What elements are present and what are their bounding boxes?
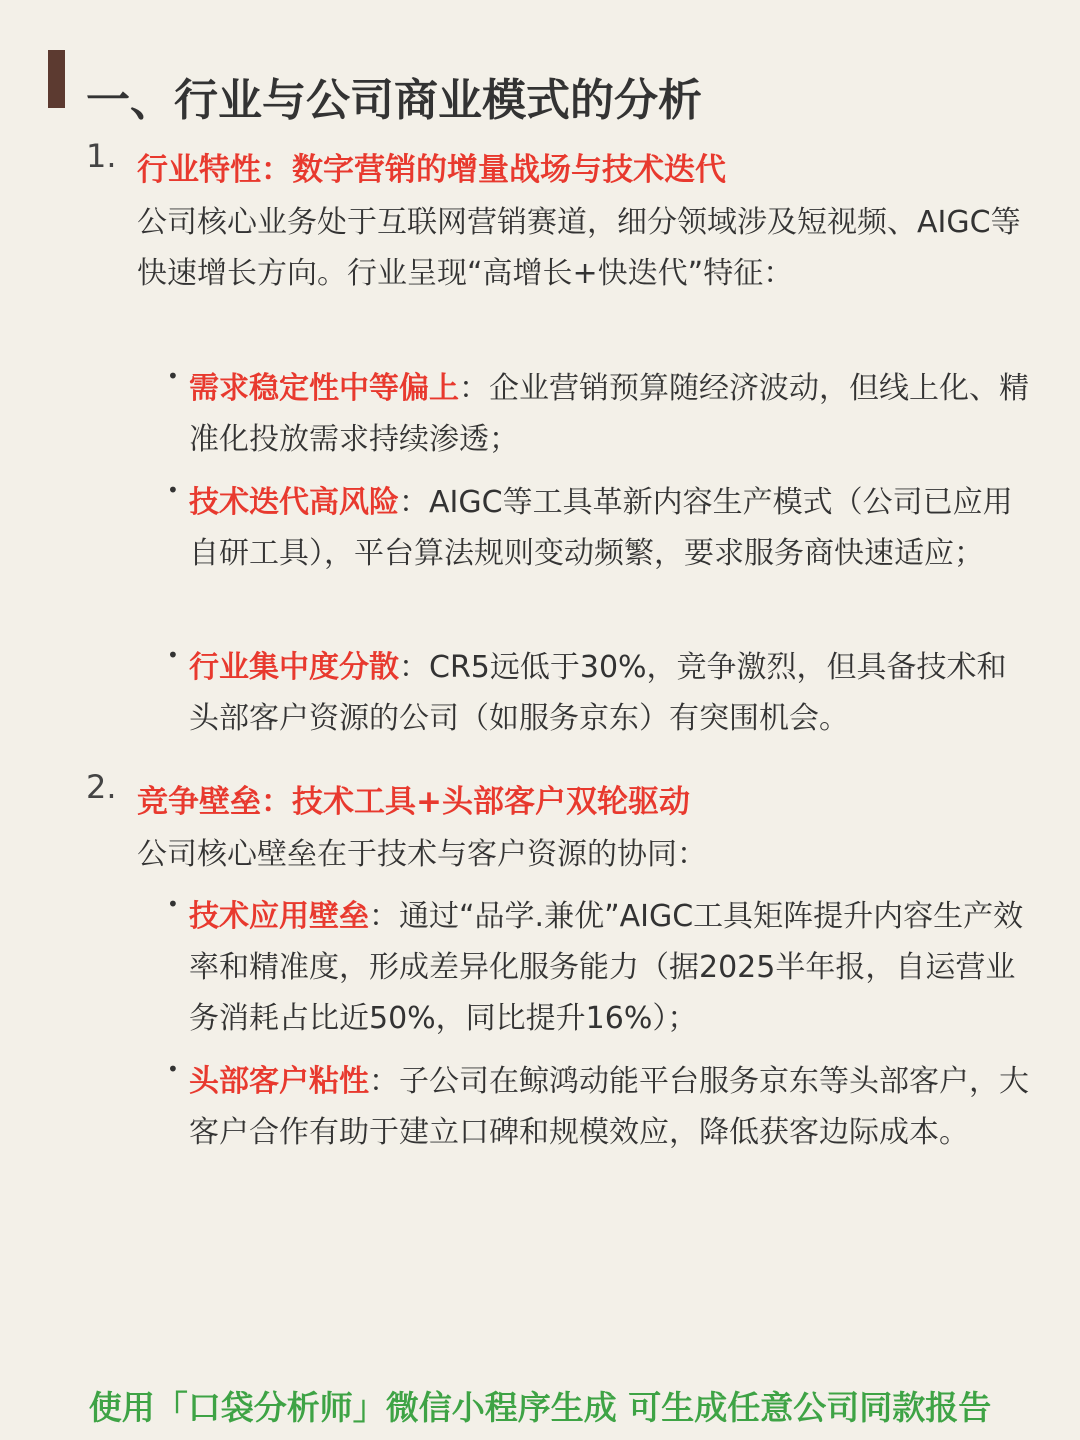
bullet-dot: • xyxy=(167,364,179,388)
section-heading: 行业特性：数字营销的增量战场与技术迭代 xyxy=(137,152,726,188)
section-number: 1. xyxy=(86,137,117,175)
section-heading: 竞争壁垒：技术工具+头部客户双轮驱动 xyxy=(137,784,690,820)
list-item xyxy=(189,477,1034,579)
item-label: 需求稳定性中等偏上 xyxy=(189,371,459,406)
bullet-dot: • xyxy=(167,478,179,502)
item-label: 行业集中度分散 xyxy=(189,650,399,685)
list-item xyxy=(189,363,1034,465)
section-intro: 公司核心壁垒在于技术与客户资源的协同： xyxy=(137,837,707,872)
bullet-dot: • xyxy=(167,892,179,916)
page-title: 一、行业与公司商业模式的分析 xyxy=(86,75,702,126)
section-intro: 公司核心业务处于互联网营销赛道，细分领域涉及短视频、AIGC等快速增长方向。行业呈现“高增长+快迭代”特征： xyxy=(137,205,1021,291)
item-description: ：子公司在鲸鸿动能平台服务京东等头部客户，大客户合作有助于建立口碑和规模效应，降低获客边际成本。 xyxy=(189,1064,1029,1150)
footer-promo: 使用「口袋分析师」微信小程序生成 可生成任意公司同款报告 xyxy=(88,1388,992,1427)
list-item xyxy=(189,642,1034,744)
bullet-dot: • xyxy=(167,1057,179,1081)
title-accent-bar xyxy=(48,50,65,108)
section-number: 2. xyxy=(86,768,117,806)
list-item xyxy=(189,1056,1034,1158)
list-item xyxy=(189,891,1034,1044)
item-description: ：企业营销预算随经济波动，但线上化、精准化投放需求持续渗透； xyxy=(189,371,1029,457)
item-description: ：AIGC等工具革新内容生产模式（公司已应用自研工具），平台算法规则变动频繁，要求服务商快速适应； xyxy=(189,485,1013,571)
item-label: 技术应用壁垒 xyxy=(189,899,369,934)
item-label: 技术迭代高风险 xyxy=(189,485,399,520)
item-description: ：通过“品学.兼优”AIGC工具矩阵提升内容生产效率和精准度，形成差异化服务能力（据2025半年报，自运营业务消耗占比近50%，同比提升16%）； xyxy=(189,899,1024,1036)
bullet-dot: • xyxy=(167,643,179,667)
item-description: ：CR5远低于30%，竞争激烈，但具备技术和头部客户资源的公司（如服务京东）有突围机会。 xyxy=(189,650,1007,736)
item-label: 头部客户粘性 xyxy=(189,1064,369,1099)
